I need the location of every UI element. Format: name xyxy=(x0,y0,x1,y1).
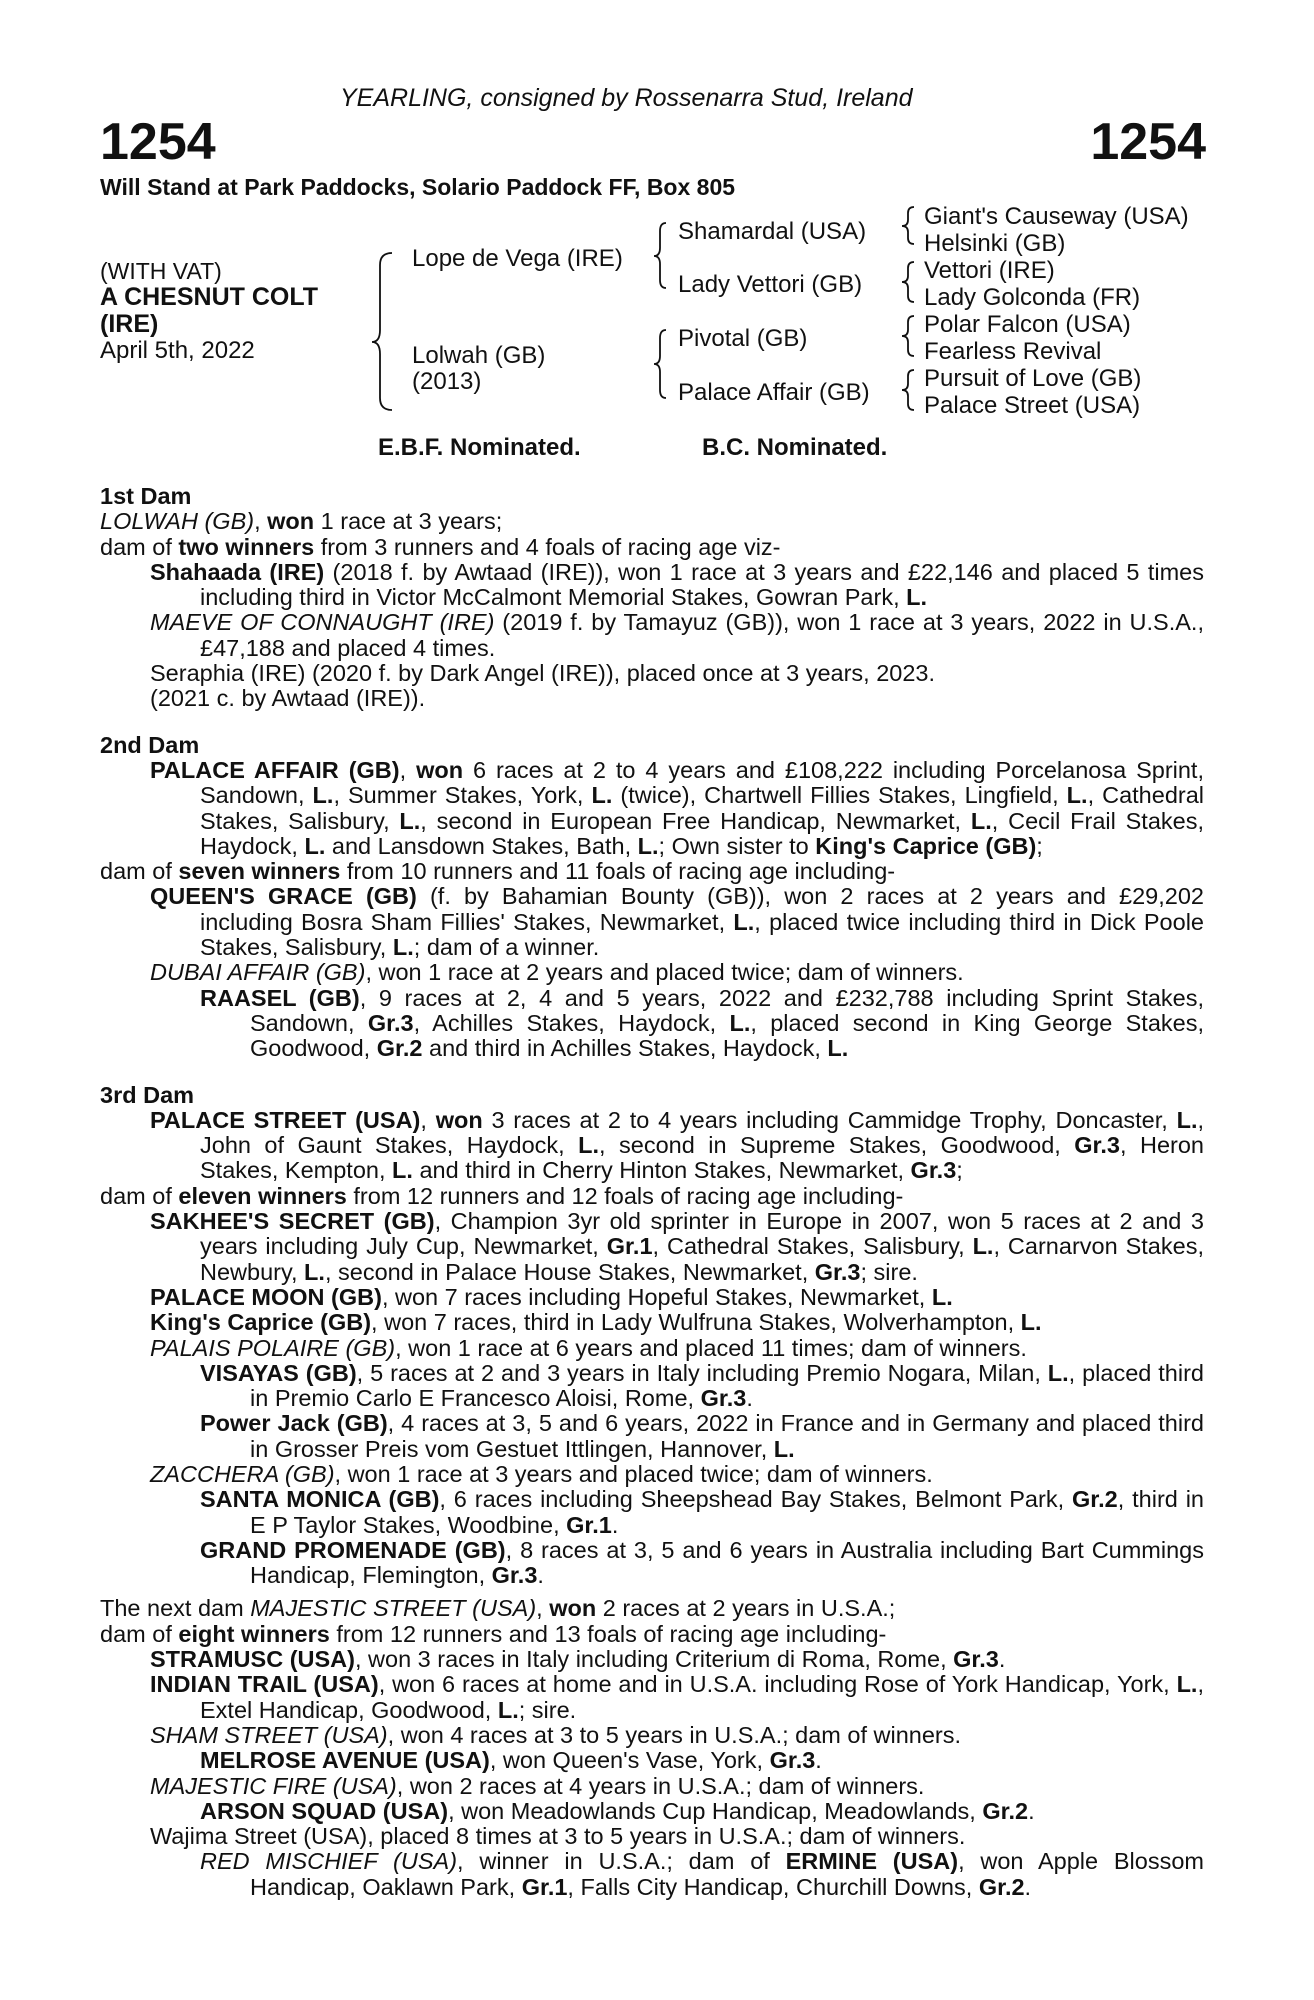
first-dam-produce: dam of two winners from 3 runners and 4 foals of racing age viz- xyxy=(100,533,781,560)
horse-name-country: (IRE) xyxy=(100,310,159,338)
dam-name: Lolwah (GB) xyxy=(412,342,546,369)
ped-ddd: Palace Street (USA) xyxy=(924,392,1141,419)
first-dam-line: LOLWAH (GB), won 1 race at 3 years; xyxy=(100,508,503,535)
lot-number-right: 1254 xyxy=(1090,113,1206,171)
list-item: Seraphia (IRE) (2020 f. by Dark Angel (IRE)), placed once at 3 years, 2023. xyxy=(150,660,936,687)
ped-ssd: Helsinki (GB) xyxy=(924,230,1066,257)
third-dam-heading: 3rd Dam xyxy=(100,1081,195,1108)
bc-nomination: B.C. Nominated. xyxy=(702,434,888,461)
vat-note: (WITH VAT) xyxy=(100,258,222,284)
list-item: SANTA MONICA (GB), 6 races including Sheepshead Bay Stakes, Belmont Park, Gr.2, third in E P Taylor Stakes, Woodbine, Gr.1. xyxy=(200,1486,1204,1538)
list-item: VISAYAS (GB), 5 races at 2 and 3 years in Italy including Premio Nogara, Milan, L., placed third in Premio Carlo E Francesco Aloisi, Rome, Gr.3. xyxy=(200,1359,1204,1412)
first-dam-heading: 1st Dam xyxy=(100,483,192,509)
next-dam-line: The next dam MAJESTIC STREET (USA), won 2 races at 2 years in U.S.A.; xyxy=(100,1595,896,1622)
next-dam-produce: dam of eight winners from 12 runners and 13 foals of racing age including- xyxy=(100,1620,887,1647)
list-item: PALACE MOON (GB), won 7 races including Hopeful Stakes, Newmarket, L. xyxy=(150,1283,953,1310)
ped-sss: Giant's Causeway (USA) xyxy=(924,203,1189,230)
list-item: (2021 c. by Awtaad (IRE)). xyxy=(150,685,426,712)
list-item: MAJESTIC FIRE (USA), won 2 races at 4 years in U.S.A.; dam of winners. xyxy=(150,1772,925,1799)
list-item: STRAMUSC (USA), won 3 races in Italy including Criterium di Roma, Rome, Gr.3. xyxy=(150,1646,1006,1673)
foaling-date: April 5th, 2022 xyxy=(100,337,255,364)
dam-sire: Pivotal (GB) xyxy=(678,325,808,352)
list-item: QUEEN'S GRACE (GB) (f. by Bahamian Bounty (GB)), won 2 races at 2 years and £29,202 including Bosra Sham Fillies' Stakes, Newmarket, L., placed twice including third in Dick Poole Stakes, Salisbury, L.; dam of a winner. xyxy=(150,883,1204,961)
list-item: RAASEL (GB), 9 races at 2, 4 and 5 years, 2022 and £232,788 including Sprint Stakes, Sandown, Gr.3, Achilles Stakes, Haydock, L., placed second in King George Stakes, Goodwood, Gr.2 and third in Achilles Stakes, Haydock, L. xyxy=(200,984,1204,1062)
sire-dam: Lady Vettori (GB) xyxy=(678,271,863,298)
dam-year: (2013) xyxy=(412,368,482,395)
stand-location: Will Stand at Park Paddocks, Solario Paddock FF, Box 805 xyxy=(100,174,736,200)
list-item: GRAND PROMENADE (GB), 8 races at 3, 5 and 6 years in Australia including Bart Cummings Handicap, Flemington, Gr.3. xyxy=(200,1536,1204,1589)
catalogue-body xyxy=(100,484,1204,1900)
list-item: King's Caprice (GB), won 7 races, third in Lady Wulfruna Stakes, Wolverhampton, L. xyxy=(150,1309,1042,1336)
list-item: INDIAN TRAIL (USA), won 6 races at home and in U.S.A. including Rose of York Handicap, York, L., Extel Handicap, Goodwood, L.; sire. xyxy=(150,1671,1204,1723)
catalogue-subtitle: YEARLING, consigned by Rossenarra Stud, Ireland xyxy=(340,84,913,112)
list-item: SHAM STREET (USA), won 4 races at 3 to 5 years in U.S.A.; dam of winners. xyxy=(150,1721,962,1748)
third-dam-produce: dam of eleven winners from 12 runners and 12 foals of racing age including- xyxy=(100,1182,904,1209)
list-item: DUBAI AFFAIR (GB), won 1 race at 2 years and placed twice; dam of winners. xyxy=(150,959,964,986)
list-item: MAEVE OF CONNAUGHT (IRE) (2019 f. by Tamayuz (GB)), won 1 race at 3 years, 2022 in U.S.A., £47,188 and placed 4 times. xyxy=(150,609,1204,661)
ped-sdd: Lady Golconda (FR) xyxy=(924,284,1141,311)
list-item: RED MISCHIEF (USA), winner in U.S.A.; dam of ERMINE (USA), won Apple Blossom Handicap, Oaklawn Park, Gr.1, Falls City Handicap, Churchill Downs, Gr.2. xyxy=(200,1848,1204,1900)
third-dam-line: PALACE STREET (USA), won 3 races at 2 to 4 years including Cammidge Trophy, Doncaster, L., John of Gaunt Stakes, Haydock, L., second in Supreme Stakes, Goodwood, Gr.3, Heron Stakes, Kempton, L. and third in Cherry Hinton Stakes, Newmarket, Gr.3; xyxy=(150,1106,1205,1184)
dam-dam: Palace Affair (GB) xyxy=(678,379,870,406)
ped-dds: Pursuit of Love (GB) xyxy=(924,365,1142,392)
list-item: ZACCHERA (GB), won 1 race at 3 years and placed twice; dam of winners. xyxy=(150,1460,933,1487)
list-item: Shahaada (IRE) (2018 f. by Awtaad (IRE)), won 1 race at 3 years and £22,146 and placed 5 times including third in Victor McCalmont Memorial Stakes, Gowran Park, L. xyxy=(150,558,1204,611)
second-dam-line: PALACE AFFAIR (GB), won 6 races at 2 to 4 years and £108,222 including Porcelanosa Sprint, Sandown, L., Summer Stakes, York, L. (twice), Chartwell Fillies Stakes, Lingfield, L., Cathedral Stakes, Salisbury, L., second in European Free Handicap, Newmarket, L., Cecil Frail Stakes, Haydock, L. and Lansdown Stakes, Bath, L.; Own sister to King's Caprice (GB); xyxy=(150,756,1205,859)
sire-sire: Shamardal (USA) xyxy=(678,218,867,245)
ped-dsd: Fearless Revival xyxy=(924,338,1102,365)
sire-name: Lope de Vega (IRE) xyxy=(412,245,623,272)
ped-sds: Vettori (IRE) xyxy=(924,257,1055,284)
list-item: ARSON SQUAD (USA), won Meadowlands Cup Handicap, Meadowlands, Gr.2. xyxy=(200,1797,1035,1824)
list-item: PALAIS POLAIRE (GB), won 1 race at 6 years and placed 11 times; dam of winners. xyxy=(150,1334,1027,1361)
list-item: Wajima Street (USA), placed 8 times at 3 to 5 years in U.S.A.; dam of winners. xyxy=(150,1823,966,1850)
list-item: MELROSE AVENUE (USA), won Queen's Vase, York, Gr.3. xyxy=(200,1747,822,1774)
list-item: Power Jack (GB), 4 races at 3, 5 and 6 years, 2022 in France and in Germany and placed third in Grosser Preis vom Gestuet Ittlingen, Hannover, L. xyxy=(200,1410,1204,1462)
second-dam-produce: dam of seven winners from 10 runners and 11 foals of racing age including- xyxy=(100,858,896,885)
lot-number-left: 1254 xyxy=(100,113,216,171)
second-dam-heading: 2nd Dam xyxy=(100,731,200,758)
ped-dss: Polar Falcon (USA) xyxy=(924,311,1131,338)
ebf-nomination: E.B.F. Nominated. xyxy=(378,434,581,461)
horse-name: A CHESNUT COLT xyxy=(100,283,319,311)
list-item: SAKHEE'S SECRET (GB), Champion 3yr old sprinter in Europe in 2007, won 5 races at 2 and 3 years including July Cup, Newmarket, Gr.1, Cathedral Stakes, Salisbury, L., Carnarvon Stakes, Newbury, L., second in Palace House Stakes, Newmarket, Gr.3; sire. xyxy=(150,1208,1204,1285)
